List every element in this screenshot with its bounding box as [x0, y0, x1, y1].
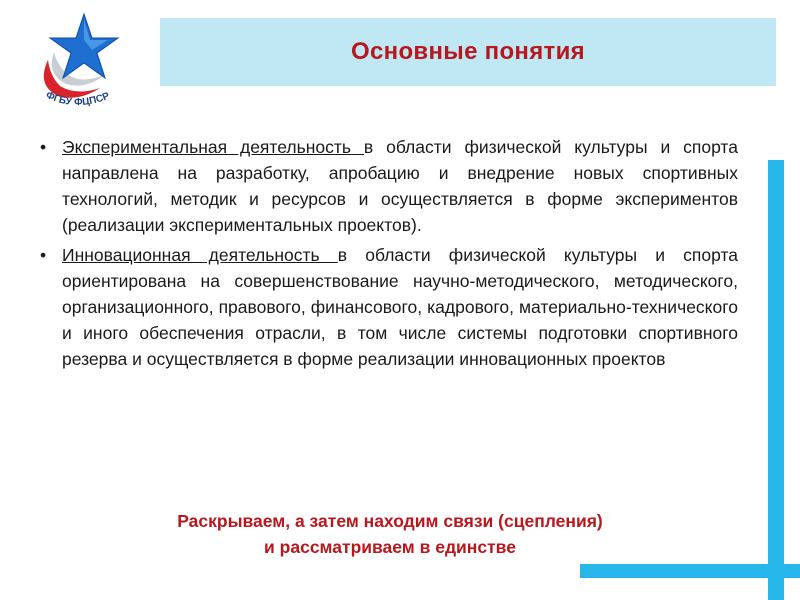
star-logo-icon	[28, 10, 138, 128]
horizontal-accent-bar	[580, 564, 800, 578]
conclusion-line-2: и рассматриваем в единстве	[264, 537, 516, 557]
fcpsr-logo	[28, 10, 138, 128]
title-banner	[160, 18, 776, 86]
definitions-list	[40, 134, 738, 376]
definition-experimental: в области физической культуры и спорта направлена на разработку, апробацию и внедрение новых спортивных технологий, методик и ресурсов и осуществляется в форме экспериментов (реализации экспериментальных проектов).	[62, 137, 738, 235]
definition-item-innovative	[40, 242, 738, 372]
conclusion-line-1: Раскрываем, а затем находим связи (сцепления)	[177, 511, 603, 531]
definition-item-experimental	[40, 134, 738, 238]
vertical-accent-bar	[768, 160, 784, 600]
page-title: Основные понятия	[351, 38, 585, 65]
conclusion-text	[60, 508, 720, 560]
bullet-icon: •	[40, 245, 47, 265]
term-experimental: Экспериментальная деятельность	[62, 137, 364, 157]
definition-innovative: в области физической культуры и спорта ориентирована на совершенствование научно-методического, методического, организационного, правового, финансового, кадрового, материально-технического и иного обеспечения отрасли, в том числе системы подготовки спортивного резерва и осуществляется в форме реализации инновационных проектов	[62, 245, 738, 369]
bullet-icon: •	[40, 137, 47, 157]
logo-caption: ФГБУ ФЦПСР	[43, 89, 112, 109]
term-innovative: Инновационная деятельность	[62, 245, 338, 265]
